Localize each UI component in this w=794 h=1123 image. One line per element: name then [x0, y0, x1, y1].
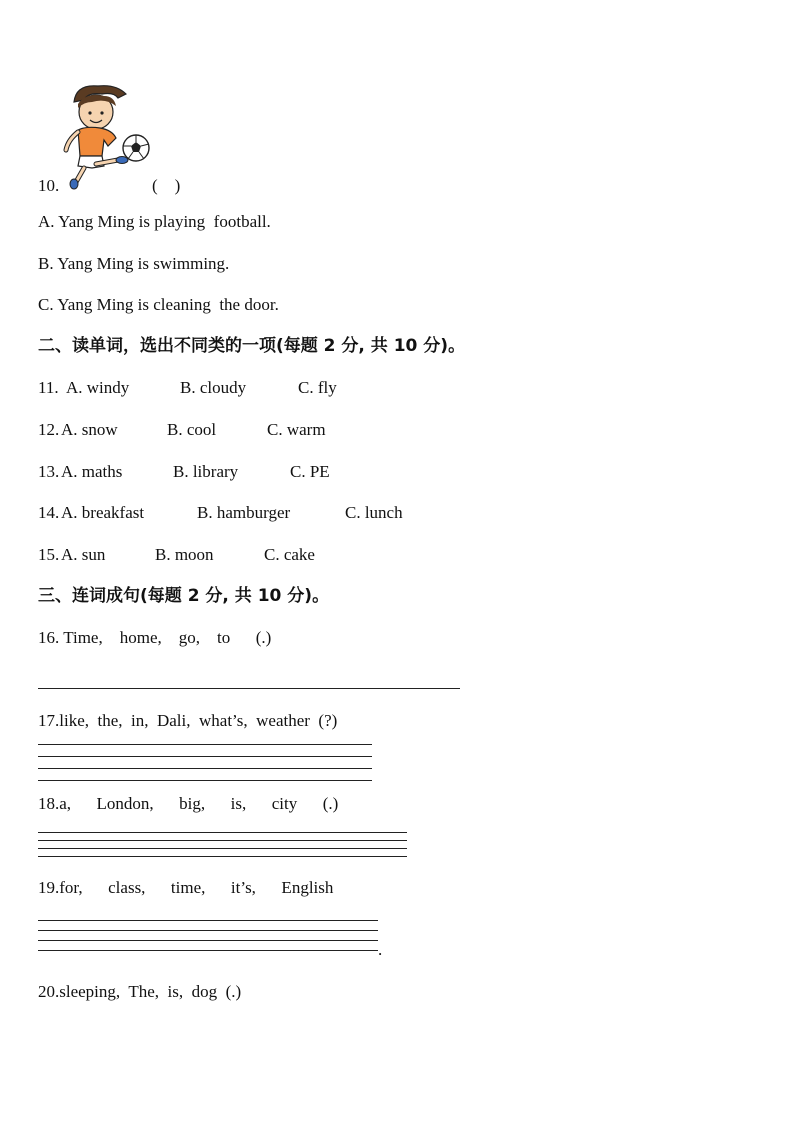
- period-mark: .: [378, 940, 383, 959]
- answer-line: [38, 780, 372, 781]
- answer-line: [38, 688, 460, 689]
- option-b: B. cloudy: [180, 378, 247, 397]
- question-number: 11.: [38, 378, 59, 397]
- answer-line: [38, 848, 407, 849]
- answer-line: [38, 768, 372, 769]
- question-10-number: 10.: [38, 176, 60, 195]
- option-c: C. fly: [298, 378, 337, 397]
- answer-line: [38, 930, 378, 931]
- question-16-words: 16. Time, home, go, to (.): [38, 628, 272, 647]
- answer-line: [38, 920, 378, 921]
- question-19-words: 19.for, class, time, it’s, English: [38, 878, 334, 897]
- option-c: C. lunch: [345, 503, 403, 522]
- answer-line: [38, 756, 372, 757]
- option-c: C. cake: [264, 545, 315, 564]
- option-a: A. maths: [61, 462, 123, 481]
- option-b: B. cool: [167, 420, 217, 439]
- boy-kicking-football-illustration: [56, 80, 156, 190]
- option-b: B. moon: [155, 545, 214, 564]
- option-a: A. snow: [61, 420, 118, 439]
- option-b: B. library: [173, 462, 239, 481]
- option-a: A. windy: [66, 378, 130, 397]
- question-18-words: 18.a, London, big, is, city (.): [38, 794, 339, 813]
- option-b: B. hamburger: [197, 503, 291, 522]
- question-10-answer-brackets: ( ): [152, 176, 181, 195]
- section-2-heading: 二、读单词，选出不同类的一项(每题 2 分, 共 10 分)。: [38, 336, 466, 356]
- question-17-words: 17.like, the, in, Dali, what’s, weather (?): [38, 711, 338, 730]
- question-10-option-c: C. Yang Ming is cleaning the door.: [38, 295, 279, 314]
- answer-line: [38, 950, 378, 951]
- option-a: A. breakfast: [61, 503, 145, 522]
- question-number: 13.: [38, 462, 60, 481]
- answer-line: [38, 744, 372, 745]
- answer-line: [38, 940, 378, 941]
- answer-line: [38, 832, 407, 833]
- option-c: C. warm: [267, 420, 326, 439]
- option-c: C. PE: [290, 462, 330, 481]
- question-10-option-a: A. Yang Ming is playing football.: [38, 212, 271, 231]
- question-number: 15.: [38, 545, 60, 564]
- answer-line: [38, 840, 407, 841]
- question-number: 12.: [38, 420, 60, 439]
- question-number: 14.: [38, 503, 60, 522]
- option-a: A. sun: [61, 545, 106, 564]
- answer-line: [38, 856, 407, 857]
- question-10-option-b: B. Yang Ming is swimming.: [38, 254, 230, 273]
- question-20-words: 20.sleeping, The, is, dog (.): [38, 982, 242, 1001]
- section-3-heading: 三、连词成句(每题 2 分, 共 10 分)。: [38, 586, 330, 606]
